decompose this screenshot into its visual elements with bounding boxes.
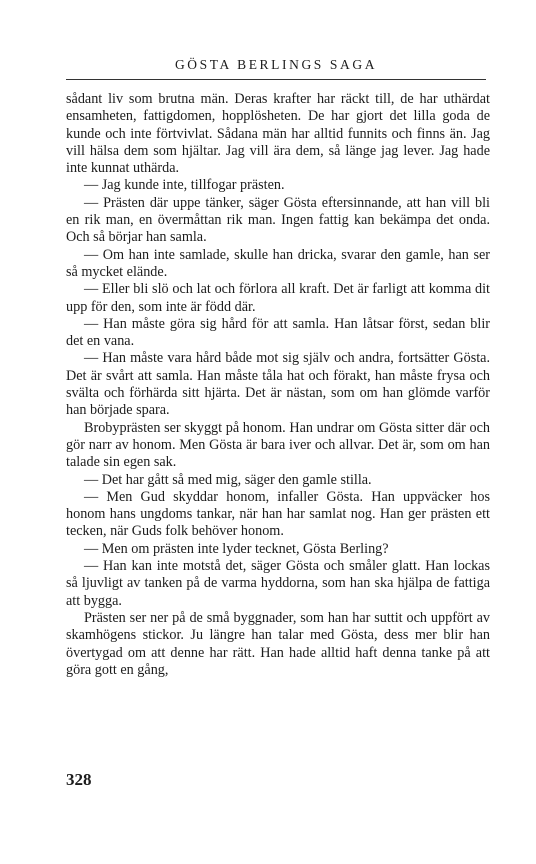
- running-header: GÖSTA BERLINGS SAGA: [174, 57, 378, 72]
- paragraph: — Prästen där uppe tänker, säger Gösta eftersinnande, att han vill bli en rik man, en övermåttan rik man. Ingen fattig kan bekämpa det onda. Och så börjar han samla.: [66, 194, 490, 246]
- paragraph: — Han måste vara hård både mot sig själv och andra, fortsätter Gösta. Det är svårt att samla. Han måste tåla hat och förakt, han måste frysa och svälta och förhärda sitt hjärta. Det är nästan, som om han glömde varför han började spara.: [66, 350, 490, 419]
- paragraph: sådant liv som brutna män. Deras krafter har räckt till, de har uthärdat ensamheten, fattigdomen, hopplösheten. De har gjort det lilla goda de kunde och inte förtvivlat. Sådana män har alltid funnits och finns än. Jag vill hälsa dem som hjältar. Jag vill ära dem, så länge jag lever. Jag hade inte kunnat uthärda.: [66, 91, 490, 177]
- paragraph: — Men om prästen inte lyder tecknet, Gösta Berling?: [84, 540, 389, 557]
- paragraph: Brobyprästen ser skyggt på honom. Han undrar om Gösta sitter där och gör narr av honom. Men Gösta är bara iver och allvar. Det är, som om han talade sin egen sak.: [66, 419, 490, 471]
- paragraph: — Jag kunde inte, tillfogar prästen.: [84, 177, 285, 194]
- paragraph: — Om han inte samlade, skulle han dricka, svarar den gamle, han ser så mycket elände.: [66, 246, 490, 280]
- header-rule: [66, 79, 486, 80]
- paragraph: — Han måste göra sig hård för att samla. Han låtsar först, sedan blir det en vana.: [66, 315, 490, 350]
- paragraph: — Han kan inte motstå det, säger Gösta och småler glatt. Han lockas så ljuvligt av tanken på de varma hyddorna, som han ska hjälpa de fattiga att bygga.: [66, 558, 490, 609]
- page-number: 328: [66, 770, 92, 789]
- paragraph: Prästen ser ner på de små byggnader, som han har suttit och uppfört av skamhögens stickor. Ju längre han talar med Gösta, dess mer blir han övertygad om att denne har rätt. Han hade alltid haft denna tanke på att göra gott en gång,: [66, 609, 490, 678]
- paragraph: — Men Gud skyddar honom, infaller Gösta. Han uppväcker hos honom hans ungdoms tankar, när han har samlat nog. Han ger prästen ett tecken, när Guds folk behöver honom.: [66, 488, 490, 540]
- paragraph: — Det har gått så med mig, säger den gamle stilla.: [84, 471, 372, 488]
- paragraph: — Eller bli slö och lat och förlora all kraft. Det är farligt att komma dit upp för den, som inte är född där.: [66, 281, 490, 315]
- body-text: [66, 91, 490, 679]
